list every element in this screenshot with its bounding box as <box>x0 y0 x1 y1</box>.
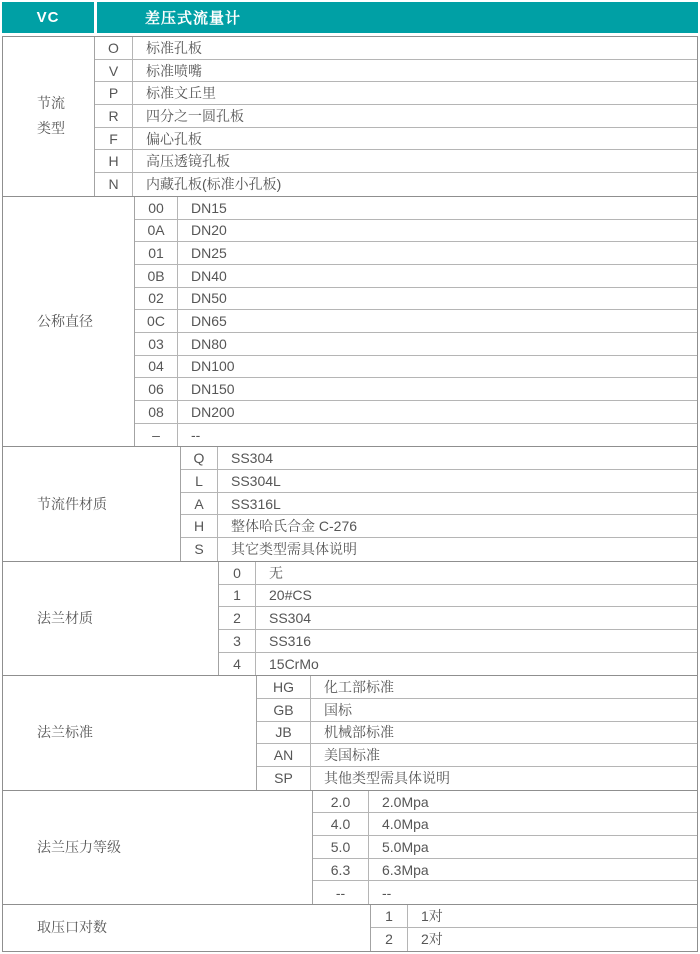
option-row <box>95 128 697 151</box>
option-row <box>135 220 697 243</box>
option-row <box>219 562 697 585</box>
group-section <box>3 37 697 197</box>
value-cell: 6.3Mpa <box>382 861 429 878</box>
category-cell <box>3 447 181 560</box>
option-row <box>371 905 697 928</box>
code-cell: GB <box>257 699 311 721</box>
option-rows <box>371 905 697 950</box>
option-row <box>313 791 697 814</box>
code-cell: H <box>181 515 218 537</box>
category-line: 法兰材质 <box>37 610 93 627</box>
value-cell: 其它类型需具体说明 <box>231 541 357 558</box>
code-cell: O <box>95 37 133 59</box>
option-row <box>219 607 697 630</box>
value-cell: 4.0Mpa <box>382 816 429 833</box>
code-cell: R <box>95 105 133 127</box>
group-section <box>3 562 697 676</box>
code-cell: L <box>181 470 218 492</box>
option-row <box>257 767 697 790</box>
code-cell: SP <box>257 767 311 790</box>
code-cell: – <box>135 424 178 447</box>
value-cell: 机械部标准 <box>324 724 394 741</box>
option-rows <box>181 447 697 560</box>
option-row <box>135 333 697 356</box>
code-cell: 1 <box>219 585 256 607</box>
category-line: 公称直径 <box>37 313 93 330</box>
code-cell: AN <box>257 744 311 766</box>
option-row <box>313 859 697 882</box>
code-cell: 5.0 <box>313 836 369 858</box>
value-cell: 20#CS <box>269 587 312 604</box>
table-body <box>2 36 698 952</box>
option-row <box>313 836 697 859</box>
category-cell <box>3 562 219 675</box>
option-row <box>257 676 697 699</box>
value-cell: DN150 <box>191 381 235 398</box>
value-cell: -- <box>191 427 201 444</box>
option-row <box>313 813 697 836</box>
value-cell: 偏心孔板 <box>146 130 202 147</box>
code-cell: 4 <box>219 653 256 676</box>
option-row <box>135 401 697 424</box>
option-row <box>313 881 697 904</box>
value-cell: 标准喷嘴 <box>146 62 202 79</box>
option-row <box>219 585 697 608</box>
code-cell: 6.3 <box>313 859 369 881</box>
value-cell: DN20 <box>191 222 227 239</box>
group-section <box>3 197 697 448</box>
code-cell: 2.0 <box>313 791 369 813</box>
category-cell <box>3 905 371 950</box>
option-row <box>95 60 697 83</box>
option-row <box>257 744 697 767</box>
value-cell: 国标 <box>324 701 352 718</box>
option-rows <box>135 197 697 447</box>
option-row <box>371 928 697 951</box>
value-cell: 高压透镜孔板 <box>146 153 230 170</box>
code-cell: 04 <box>135 356 178 378</box>
category-line: 节流件材质 <box>37 495 107 512</box>
category-line: 法兰压力等级 <box>37 838 121 855</box>
value-cell: 15CrMo <box>269 655 319 672</box>
code-cell: JB <box>257 722 311 744</box>
code-cell: A <box>181 493 218 515</box>
code-cell: 2 <box>219 607 256 629</box>
value-cell: 美国标准 <box>324 747 380 764</box>
code-cell: HG <box>257 676 311 698</box>
group-section <box>3 447 697 561</box>
value-cell: 标准孔板 <box>146 39 202 56</box>
value-cell: 5.0Mpa <box>382 838 429 855</box>
category-cell <box>3 676 257 789</box>
option-row <box>135 310 697 333</box>
code-cell: 0 <box>219 562 256 584</box>
option-row <box>135 424 697 447</box>
option-row <box>181 515 697 538</box>
value-cell: 四分之一圆孔板 <box>146 107 244 124</box>
category-cell <box>3 197 135 447</box>
value-cell: DN100 <box>191 358 235 375</box>
option-rows <box>219 562 697 675</box>
code-cell: -- <box>313 881 369 904</box>
code-cell: 3 <box>219 630 256 652</box>
option-row <box>95 173 697 196</box>
option-row <box>135 197 697 220</box>
option-row <box>181 493 697 516</box>
value-cell: SS304L <box>231 472 281 489</box>
code-cell: H <box>95 150 133 172</box>
option-row <box>219 630 697 653</box>
code-cell: 00 <box>135 197 178 219</box>
category-cell <box>3 791 313 904</box>
option-row <box>181 538 697 561</box>
option-rows <box>313 791 697 904</box>
value-cell: 其他类型需具体说明 <box>324 770 450 787</box>
option-row <box>257 699 697 722</box>
code-cell: 1 <box>371 905 408 927</box>
code-cell: 03 <box>135 333 178 355</box>
code-cell: 0A <box>135 220 178 242</box>
group-section <box>3 791 697 905</box>
value-cell: 2对 <box>421 931 443 948</box>
group-section <box>3 676 697 790</box>
value-cell: SS316 <box>269 632 312 649</box>
value-cell: -- <box>382 884 392 901</box>
category-line: 节流 <box>37 95 65 112</box>
code-cell: N <box>95 173 133 196</box>
value-cell: DN200 <box>191 403 235 420</box>
option-row <box>135 242 697 265</box>
code-cell: 08 <box>135 401 178 423</box>
code-cell: 2 <box>371 928 408 951</box>
category-line: 类型 <box>37 120 65 137</box>
code-cell: 06 <box>135 378 178 400</box>
category-line: 取压口对数 <box>37 919 107 936</box>
code-cell: 0C <box>135 310 178 332</box>
code-cell: P <box>95 82 133 104</box>
value-cell: 1对 <box>421 907 443 924</box>
value-cell: DN25 <box>191 245 227 262</box>
option-row <box>135 378 697 401</box>
value-cell: SS304 <box>231 450 274 467</box>
value-cell: DN40 <box>191 267 227 284</box>
option-rows <box>257 676 697 789</box>
header-product-title: 差压式流量计 <box>97 2 698 33</box>
code-cell: 01 <box>135 242 178 264</box>
value-cell: DN65 <box>191 313 227 330</box>
code-cell: V <box>95 60 133 82</box>
option-row <box>181 470 697 493</box>
value-cell: 2.0Mpa <box>382 793 429 810</box>
group-section <box>3 905 697 950</box>
option-row <box>135 356 697 379</box>
value-cell: DN50 <box>191 290 227 307</box>
option-row <box>257 722 697 745</box>
option-row <box>219 653 697 676</box>
code-cell: 4.0 <box>313 813 369 835</box>
category-line: 法兰标准 <box>37 724 93 741</box>
code-cell: Q <box>181 447 218 469</box>
option-row <box>95 82 697 105</box>
value-cell: 整体哈氏合金 C-276 <box>231 518 358 535</box>
option-row <box>181 447 697 470</box>
option-row <box>95 105 697 128</box>
code-cell: 0B <box>135 265 178 287</box>
option-rows <box>95 37 697 196</box>
code-cell: 02 <box>135 288 178 310</box>
value-cell: SS316L <box>231 495 281 512</box>
option-row <box>135 265 697 288</box>
header-model-code: VC <box>2 2 94 33</box>
code-cell: S <box>181 538 218 561</box>
code-cell: F <box>95 128 133 150</box>
category-cell <box>3 37 95 196</box>
option-row <box>95 37 697 60</box>
value-cell: DN80 <box>191 335 227 352</box>
value-cell: 无 <box>269 564 283 581</box>
option-row <box>135 288 697 311</box>
value-cell: DN15 <box>191 199 227 216</box>
value-cell: 内藏孔板(标准小孔板) <box>146 176 282 193</box>
value-cell: 化工部标准 <box>324 679 394 696</box>
value-cell: 标准文丘里 <box>146 85 216 102</box>
table-header <box>2 2 698 33</box>
value-cell: SS304 <box>269 610 312 627</box>
option-row <box>95 150 697 173</box>
